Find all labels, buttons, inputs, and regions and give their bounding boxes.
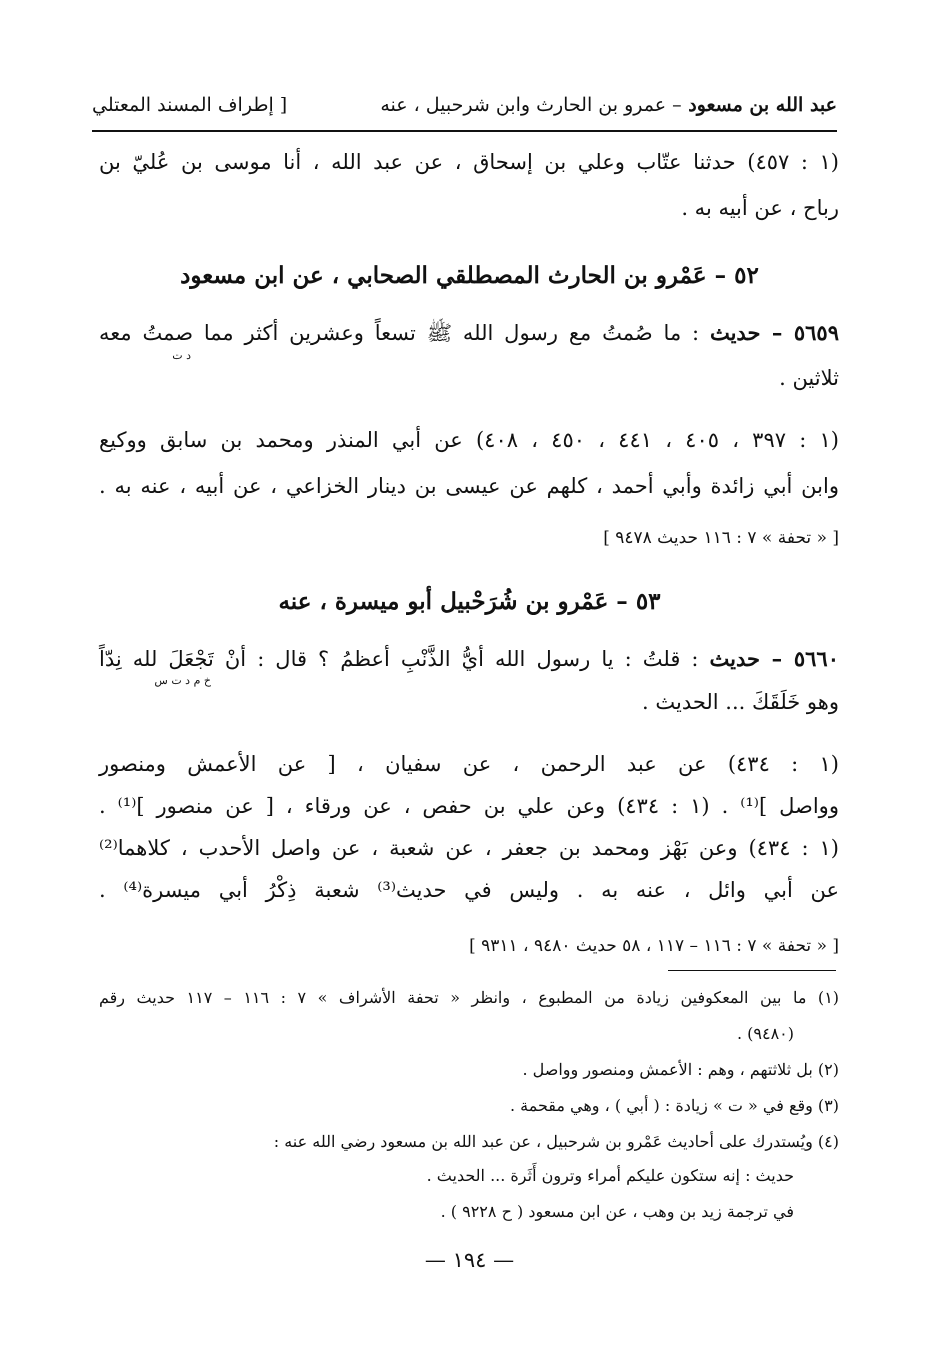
sigla-5659: د ت — [172, 349, 191, 362]
text-line: (١ : ٣٩٧ ، ٤٠٥ ، ٤٤١ ، ٤٥٠ ، ٤٠٨) عن أبي المنذر ومحمد بن سابق ووكيع — [99, 428, 839, 452]
header-title-bold: عبد الله بن مسعود — [688, 94, 837, 116]
hadith-5660-line — [99, 646, 839, 671]
text-line: (١ : ٤٥٧) حدثنا عتّاب وعلي بن إسحاق ، عن عبد الله ، أنا موسى بن عُليّ بن — [99, 150, 839, 174]
header-book-title: [ إطراف المسند المعتلي — [92, 94, 288, 116]
hadith-5659-line — [99, 320, 839, 351]
section-heading-53: ٥٣ – عَمْرو بن شُرَحْبيل أبو ميسرة ، عنه — [278, 588, 661, 615]
footnote-4-cont: في ترجمة زيد بن وهب ، عن ابن مسعود ( ح ٩٢٢٨ ) . — [440, 1202, 794, 1221]
tuhfa-reference: [ « تحفة » ٧ : ١١٦ – ١١٧ ، ٥٨ حديث ٩٤٨٠ ، ٩٣١١ ] — [469, 936, 839, 956]
hadith-text: : ما صُمتُ مع رسول الله ﷺ تسعاً وعشرين أكثر مما صمتُ معه — [99, 321, 700, 345]
tuhfa-reference: [ « تحفة » ٧ : ١١٦ حديث ٩٤٧٨ ] — [603, 528, 839, 548]
running-header — [92, 90, 837, 132]
text-line: وواصل ]⁽¹⁾ . (١ : ٤٣٤) وعن علي بن حفص ، عن ورقاء ، [ عن منصور ]⁽¹⁾ . — [99, 794, 839, 818]
text-line: رباح ، عن أبيه به . — [681, 196, 839, 220]
footnote-4-cont: حديث : إنه ستكون عليكم أمراء وترون أَثَرة ... الحديث . — [426, 1166, 794, 1185]
text-line: عن أبي وائل ، عنه به . وليس في حديث⁽³⁾ شعبة ذِكْرُ أبي ميسرة⁽⁴⁾ . — [99, 878, 839, 902]
hadith-number: ٥٦٦٠ – حديث — [709, 646, 839, 671]
footnote-4: (٤) ويُستدرك على أحاديث عَمْرو بن شرحبيل ، عن عبد الله بن مسعود رضي الله عنه : — [273, 1132, 839, 1151]
footnote-3: (٣) وقع في « ت » زيادة : ( أبي ) ، وهي مقحمة . — [509, 1096, 839, 1115]
section-heading-52: ٥٢ – عَمْرو بن الحارث المصطلقي الصحابي ، عن ابن مسعود — [180, 262, 759, 289]
hadith-number: ٥٦٥٩ – حديث — [709, 320, 839, 345]
sigla-5660: خ م د ت س — [154, 674, 211, 687]
text-line: ثلاثين . — [779, 366, 839, 390]
footnote-1: (١) ما بين المعكوفين زيادة من المطبوع ، وانظر « تحفة الأشراف » ٧ : ١١٦ – ١١٧ حديث رقم — [99, 988, 840, 1007]
text-line: وهو خَلَقَكَ ... الحديث . — [642, 690, 839, 714]
text-line: (١ : ٤٣٤) وعن بَهْز ومحمد بن جعفر ، عن شعبة ، عن واصل الأحدب ، كلاهما⁽²⁾ — [99, 836, 839, 860]
header-title-rest: – عمرو بن الحارث وابن شرحبيل ، عنه — [380, 94, 682, 116]
header-title — [380, 94, 837, 116]
text-line: وابن أبي زائدة وأبي أحمد ، كلهم عن عيسى بن دينار الخزاعي ، عن أبيه ، عنه به . — [99, 474, 839, 498]
text-line: (١ : ٤٣٤) عن عبد الرحمن ، عن سفيان ، [ عن الأعمش ومنصور — [99, 752, 839, 776]
footnote-1-cont: (٩٤٨٠) . — [736, 1024, 794, 1043]
footnote-2: (٢) بل ثلاثتهم ، وهم : الأعمش ومنصور وواصل . — [522, 1060, 839, 1079]
footnote-separator — [668, 970, 836, 971]
page-number: — ١٩٤ — — [424, 1248, 515, 1272]
hadith-text: : قلتُ : يا رسول الله أيُّ الذَّنْبِ أعظمُ ؟ قال : أنْ تَجْعَلَ لله نِدّاً — [99, 647, 699, 671]
